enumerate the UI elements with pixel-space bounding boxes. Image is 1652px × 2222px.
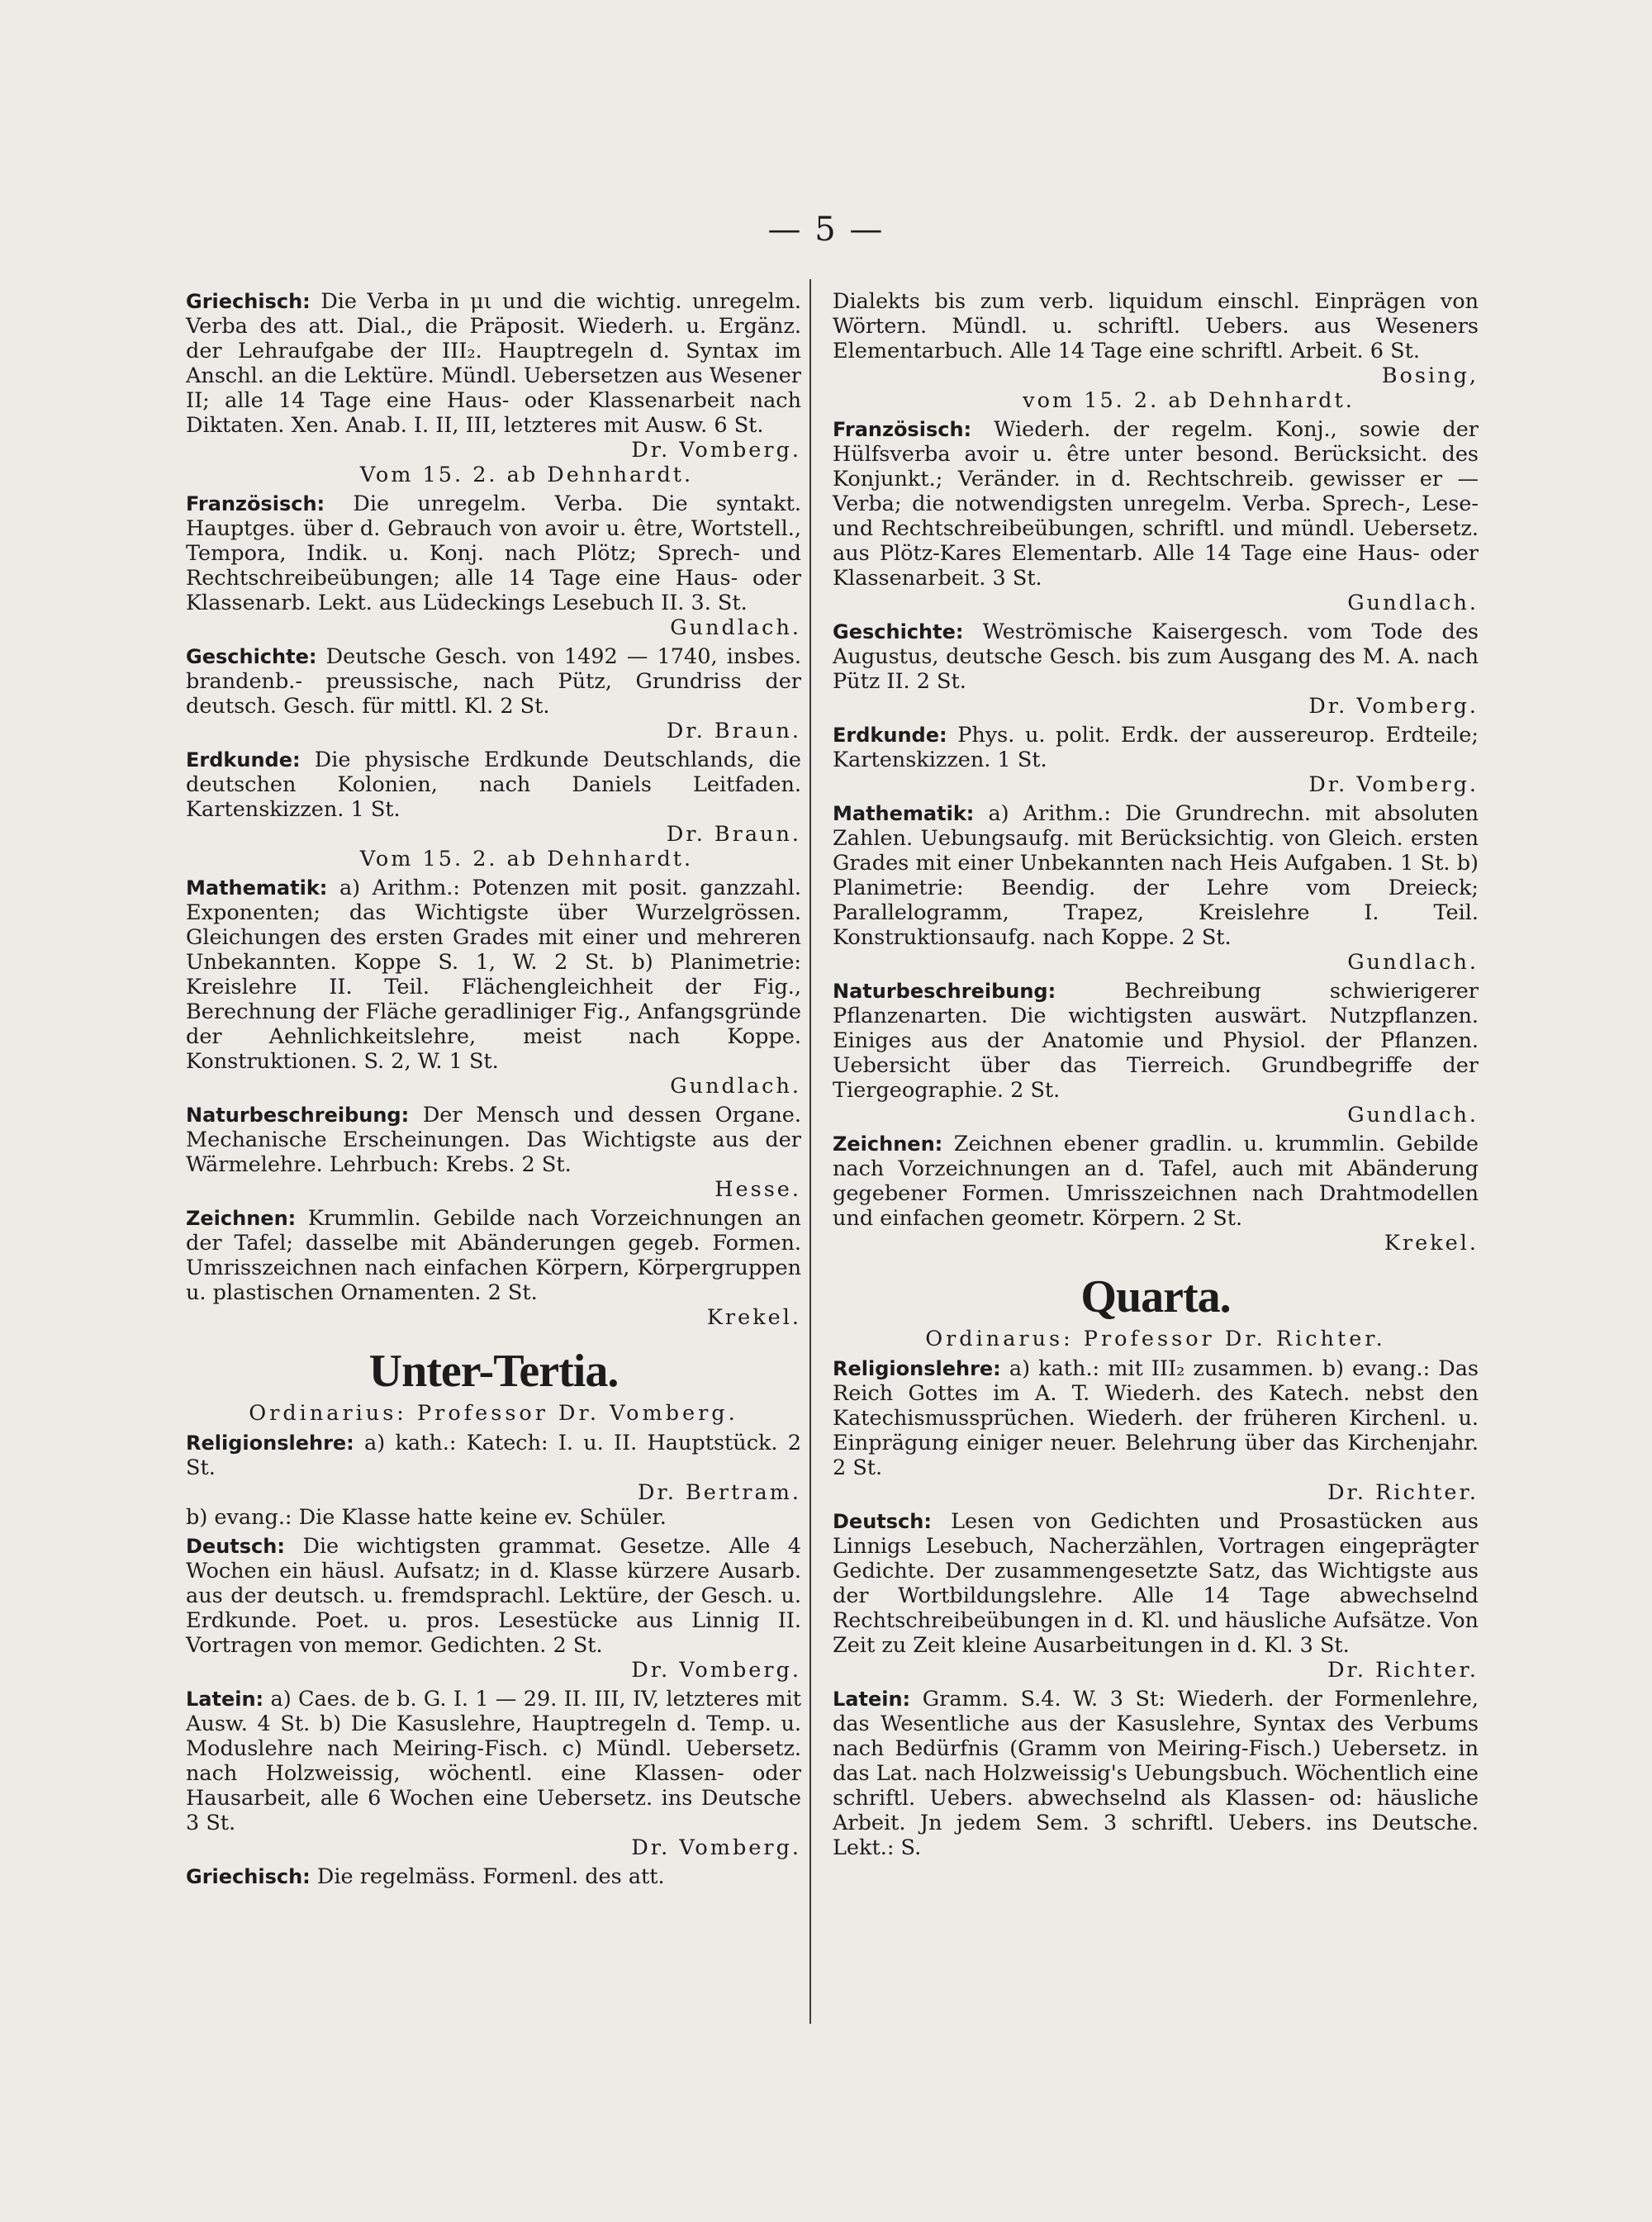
entry-erdkunde-u3 <box>833 723 1479 797</box>
subject-label: Religionslehre: <box>186 1431 354 1455</box>
entry-religionslehre-iv <box>833 1356 1479 1505</box>
teacher-name: Krekel. <box>1384 1231 1479 1256</box>
teacher-name: Dr. Richter. <box>1327 1480 1479 1505</box>
teacher-name: Dr. Vomberg. <box>631 438 801 463</box>
entry-text: a) kath.: Katech: I. u. II. Hauptstück. 2 St. <box>186 1431 802 1480</box>
teacher-name: Dr. Vomberg. <box>1308 772 1479 797</box>
teacher-name: Dr. Vomberg. <box>631 1835 801 1860</box>
entry-text: Die Verba in μι und die wichtig. unregelm. Verba des att. Dial., die Präposit. Wiederh. u. Ergänz. der Lehraufgabe der III₂. Hauptregeln d. Syntax im Anschl. an die Lektüre. Mündl. Uebersetzen aus Wesener II; alle 14 Tage eine Haus- oder Klassenarbeit nach Diktaten. Xen. Anab. I. II, III, letzteres mit Ausw. 6 St. <box>186 289 802 438</box>
teacher-name: Dr. Vomberg. <box>631 1658 801 1683</box>
teacher-name: Gundlach. <box>1347 950 1479 975</box>
column-divider <box>809 279 811 2024</box>
teacher-name: Hesse. <box>714 1177 801 1202</box>
entry-text: Lesen von Gedichten und Prosastücken aus Linnigs Lesebuch, Nacherzählen, Vortragen eingeprägter Gedichte. Der zusammengesetzte Satz, das Wichtigste aus der Wortbildungslehre. Alle 14 Tage abwechselnd Rechtschreibeübungen in d. Kl. und häusliche Aufsätze. Von Zeit zu Zeit kleine Ausarbeitungen in d. Kl. 3 St. <box>833 1509 1479 1658</box>
entry-text: Weströmische Kaisergesch. vom Tode des Augustus, deutsche Gesch. bis zum Ausgang des M. A. nach Pütz II. 2 St. <box>833 620 1479 694</box>
entry-zeichnen-u3 <box>833 1132 1479 1256</box>
subject-label: Griechisch: <box>186 1865 311 1888</box>
subject-label: Erdkunde: <box>186 748 301 772</box>
subject-label: Latein: <box>186 1688 264 1711</box>
entry-deutsch-u3 <box>186 1534 801 1683</box>
subject-label: Erdkunde: <box>833 724 947 747</box>
subject-label: Geschichte: <box>186 645 317 668</box>
subject-label: Französisch: <box>833 418 972 441</box>
subject-label: Deutsch: <box>186 1535 285 1558</box>
entry-text: Dialekts bis zum verb. liquidum einschl. Einprägen von Wörtern. Mündl. u. schriftl. Uebers. aus Weseners Elementarbuch. Alle 14 Tage eine schriftl. Arbeit. 6 St. <box>833 289 1479 363</box>
entry-latein-u3 <box>186 1687 801 1860</box>
subject-label: Zeichnen: <box>186 1207 297 1230</box>
page-number: — 5 — <box>767 211 885 249</box>
entry-griechisch-u3 <box>186 1864 801 1889</box>
teacher-name: Dr. Braun. <box>666 822 801 847</box>
teacher-name: Dr. Bertram. <box>638 1480 801 1505</box>
entry-mathematik-u3 <box>833 801 1479 975</box>
ordinarius-line: Ordinarus: Professor Dr. Richter. <box>925 1327 1386 1351</box>
entry-geschichte-u3 <box>833 620 1479 719</box>
subject-label: Mathematik: <box>186 876 328 900</box>
entry-text: a) Caes. de b. G. I. 1 — 29. II. III, IV, letzteres mit Ausw. 4 St. b) Die Kasuslehre, Hauptregeln d. Temp. u. Moduslehre nach Meiring-Fisch. c) Mündl. Uebersetz. nach Holzweissig, wöchentl. eine Klassen- oder Hausarbeit, alle 6 Wochen eine Uebersetz. ins Deutsche 3 St. <box>186 1687 801 1835</box>
teacher-name: Dr. Richter. <box>1327 1658 1479 1683</box>
left-column <box>186 289 801 1893</box>
teacher-name: Gundlach. <box>670 615 801 640</box>
entry-franzoesisch-o3 <box>186 491 801 640</box>
entry-deutsch-iv <box>833 1509 1479 1683</box>
subject-label: Griechisch: <box>186 290 311 313</box>
teacher-name: Dr. Vomberg. <box>1308 694 1479 719</box>
right-column <box>833 289 1479 1864</box>
entry-griechisch-continued <box>833 289 1479 413</box>
entry-text: Die unregelm. Verba. Die syntakt. Hauptges. über d. Gebrauch von avoir u. être, Wortstell., Tempora, Indik. u. Konj. nach Plötz; Sprech- und Rechtschreibeübungen; alle 14 Tage eine Haus- oder Klassenarb. Lekt. aus Lüdeckings Lesebuch II. 3. St. <box>186 491 801 615</box>
teacher-name: Krekel. <box>706 1305 801 1330</box>
teacher-note: Vom 15. 2. ab Dehnhardt. <box>359 463 694 487</box>
entry-text-secondary: b) evang.: Die Klasse hatte keine ev. Schüler. <box>186 1505 667 1530</box>
section-heading-quarta: Quarta. <box>1080 1271 1231 1322</box>
entry-latein-iv <box>833 1687 1479 1860</box>
entry-text: Krummlin. Gebilde nach Vorzeichnungen an der Tafel; dasselbe mit Abänderungen gegeb. Formen. Umrisszeichnen nach einfachen Körpern, Körpergruppen u. plastischen Ornamenten. 2 St. <box>186 1206 801 1305</box>
entry-franzoesisch-u3 <box>833 417 1479 615</box>
subject-label: Naturbeschreibung: <box>833 980 1056 1003</box>
teacher-name: Gundlach. <box>1347 591 1479 615</box>
entry-text: Phys. u. polit. Erdk. der aussereurop. Erdteile; Kartenskizzen. 1 St. <box>833 723 1479 772</box>
subject-label: Religionslehre: <box>833 1357 1001 1380</box>
entry-text: Die wichtigsten grammat. Gesetze. Alle 4 Wochen ein häusl. Aufsatz; in d. Klasse kürzere Ausarb. aus der deutsch. u. fremdsprachl. Lektüre, der Gesch. u. Erdkunde. Poet. u. pros. Lesestücke aus Linnig II. Vortragen von memor. Gedichten. 2 St. <box>186 1534 801 1658</box>
entry-religionslehre-u3 <box>186 1431 801 1530</box>
subject-label: Französisch: <box>186 492 325 515</box>
subject-label: Deutsch: <box>833 1510 932 1533</box>
teacher-name: Gundlach. <box>1347 1103 1479 1128</box>
entry-zeichnen-o3 <box>186 1206 801 1330</box>
subject-label: Geschichte: <box>833 620 964 643</box>
teacher-note: vom 15. 2. ab Dehnhardt. <box>1023 388 1355 413</box>
entry-griechisch-o3 <box>186 289 801 487</box>
teacher-note: Vom 15. 2. ab Dehnhardt. <box>359 847 694 871</box>
entry-naturbeschreibung-o3 <box>186 1103 801 1202</box>
entry-text: a) kath.: mit III₂ zusammen. <box>1009 1356 1314 1381</box>
ordinarius-line: Ordinarius: Professor Dr. Vomberg. <box>249 1401 738 1426</box>
entry-text: Wiederh. der regelm. Konj., sowie der Hülfsverba avoir u. être unter besond. Berücksicht. des Konjunkt.; Veränder. in d. Rechtschreib. gewisser er — Verba; die notwendigsten unregelm. Verba. Sprech-, Lese- und Rechtschreibeübungen, schriftl. und mündl. Uebersetz. aus Plötz-Kares Elementarb. Alle 14 Tage eine Haus- oder Klassenarbeit. 3 St. <box>833 417 1479 591</box>
entry-text: a) Arithm.: Potenzen mit posit. ganzzahl. Exponenten; das Wichtigste über Wurzelgrössen. Gleichungen des ersten Grades mit einer und mehreren Unbekannten. Koppe S. 1, W. 2 St. b) Planimetrie: Kreislehre II. Teil. Flächengleichheit der Fig., Berechnung der Fläche geradliniger Fig., Anfangsgründe der Aehnlichkeitslehre, meist nach Koppe. Konstruktionen. S. 2, W. 1 St. <box>186 876 802 1074</box>
teacher-name: Dr. Braun. <box>666 719 801 743</box>
entry-text: Gramm. S.4. W. 3 St: Wiederh. der Formenlehre, das Wesentliche aus der Kasuslehre, Syntax des Verbums nach Bedürfnis (Gramm von Meiring-Fisch.) Uebersetz. in das Lat. nach Holzweissig's Uebungsbuch. Wöchentlich eine schriftl. Uebers. abwechselnd als Klassen- od: häusliche Arbeit. Jn jedem Sem. 3 schriftl. Uebers. ins Deutsche. Lekt.: S. <box>833 1687 1479 1860</box>
teacher-name: Gundlach. <box>670 1074 801 1099</box>
entry-text: Die regelmäss. Formenl. des att. <box>316 1864 665 1889</box>
subject-label: Mathematik: <box>833 802 975 825</box>
entry-text: Zeichnen ebener gradlin. u. krummlin. Gebilde nach Vorzeichnungen an d. Tafel, auch mit Abänderung gegebener Formen. Umrisszeichnen nach Drahtmodellen und einfachen geometr. Körpern. 2 St. <box>833 1132 1479 1231</box>
entry-text: Der Mensch und dessen Organe. Mechanische Erscheinungen. Das Wichtigste aus der Wärmelehre. Lehrbuch: Krebs. 2 St. <box>186 1103 802 1177</box>
entry-naturbeschreibung-u3 <box>833 979 1479 1128</box>
entry-erdkunde-o3 <box>186 748 801 871</box>
entry-text: Die physische Erdkunde Deutschlands, die deutschen Kolonien, nach Daniels Leitfaden. Kartenskizzen. 1 St. <box>186 748 802 822</box>
entry-text: Deutsche Gesch. von 1492 — 1740, insbes. brandenb.- preussische, nach Pütz, Grundriss der deutsch. Gesch. für mittl. Kl. 2 St. <box>186 644 801 719</box>
subject-label: Latein: <box>833 1688 911 1711</box>
entry-geschichte-o3 <box>186 644 801 743</box>
subject-label: Naturbeschreibung: <box>186 1104 410 1127</box>
entry-text-secondary: b) evang.: Das Reich Gottes im A. T. Wiederh. des Katech. nebst den Katechismussprüchen. Wiederh. der früheren Kirchenl. u. Einprägung einiger neuer. Belehrung über das Kirchenjahr. 2 St. <box>833 1356 1479 1480</box>
entry-mathematik-o3 <box>186 876 801 1099</box>
entry-text: a) Arithm.: Die Grundrechn. mit absoluten Zahlen. Uebungsaufg. mit Berücksichtig. von Gleich. ersten Grades mit einer Unbekannten nach Heis Aufgaben. 1 St. b) Planimetrie: Beendig. der Lehre vom Dreieck; Parallelogramm, Trapez, Kreislehre I. Teil. Konstruktionsaufg. nach Koppe. 2 St. <box>833 801 1479 950</box>
entry-text: Bechreibung schwierigerer Pflanzenarten. Die wichtigsten auswärt. Nutzpflanzen. Einiges aus der Anatomie und Physiol. der Pflanzen. Uebersicht über das Tierreich. Grundbegriffe der Tiergeographie. 2 St. <box>833 979 1479 1103</box>
section-heading-untertertia: Unter-Tertia. <box>368 1346 619 1397</box>
teacher-name: Bosing, <box>1381 363 1479 388</box>
subject-label: Zeichnen: <box>833 1132 943 1156</box>
